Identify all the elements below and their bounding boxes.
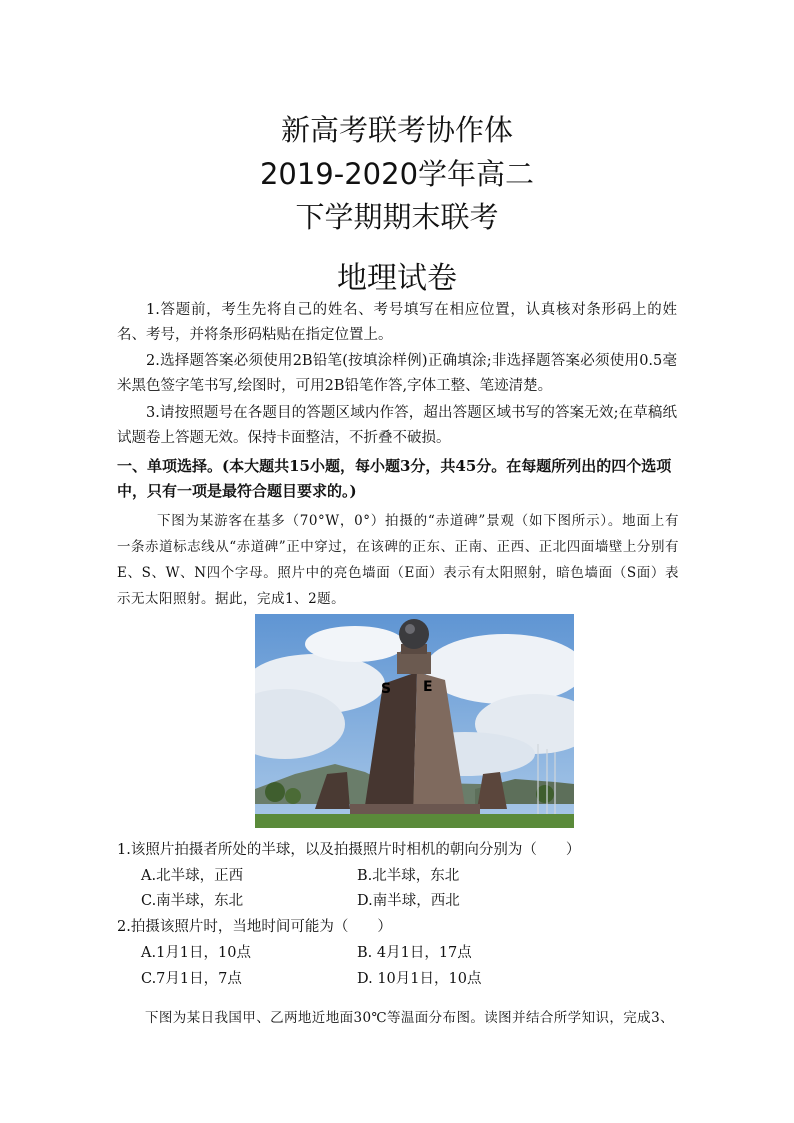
instruction-3: 3.请按照题号在各题目的答题区域内作答，超出答题区域书写的答案无效;在草稿纸试题卷上答题无效。保持卡面整洁，不折叠不破损。 bbox=[117, 405, 677, 446]
question-1-option-c: C.南半球，东北 bbox=[141, 893, 244, 909]
question-1-option-a: A.北半球，正西 bbox=[141, 868, 244, 884]
exam-title-line2: 2019-2020学年高二 bbox=[259, 157, 535, 191]
passage-1: 下图为某游客在基多（70°W，0°）拍摄的“赤道碑”景观（如下图所示）。地面上有一条赤道标志线从“赤道碑”正中穿过，在该碑的正东、正南、正西、正北四面墙壁上分别有E、S、W、N四个字母。照片中的亮色墙面（E面）表示有太阳照射，暗色墙面（S面）表示无太阳照射。据此，完成1、2题。 bbox=[117, 513, 679, 607]
section-heading: 一、单项选择。(本大题共15小题，每小题3分，共45分。在每题所列出的四个选项中，只有一项是最符合题目要求的。) bbox=[117, 457, 672, 500]
question-1-option-d: D.南半球，西北 bbox=[357, 893, 460, 909]
instruction-2: 2.选择题答案必须使用2B铅笔(按填涂样例)正确填涂;非选择题答案必须使用0.5毫米黑色签字笔书写,绘图时，可用2B铅笔作答,字体工整、笔迹清楚。 bbox=[117, 353, 677, 394]
question-1-option-b: B.北半球，东北 bbox=[357, 868, 460, 884]
question-2-option-d: D. 10月1日，10点 bbox=[357, 971, 482, 987]
question-1-stem: 1.该照片拍摄者所处的半球，以及拍摄照片时相机的朝向分别为（ ） bbox=[117, 842, 581, 858]
monument-illustration bbox=[255, 614, 574, 828]
question-2-option-a: A.1月1日，10点 bbox=[141, 945, 251, 961]
instruction-1: 1.答题前，考生先将自己的姓名、考号填写在相应位置，认真核对条形码上的姓名、考号，并将条形码粘贴在指定位置上。 bbox=[117, 302, 677, 343]
question-2-stem: 2.拍摄该照片时，当地时间可能为（ ） bbox=[117, 919, 392, 935]
exam-title-line3: 下学期期末联考 bbox=[295, 200, 499, 234]
label-s: S bbox=[381, 681, 392, 697]
label-e: E bbox=[423, 679, 433, 695]
passage-2: 下图为某日我国甲、乙两地近地面30℃等温面分布图。读图并结合所学知识，完成3、 bbox=[145, 1010, 674, 1026]
exam-title-line1: 新高考联考协作体 bbox=[280, 113, 513, 147]
question-2-option-c: C.7月1日，7点 bbox=[141, 971, 242, 987]
subject-title: 地理试卷 bbox=[337, 261, 457, 296]
equator-monument-photo bbox=[255, 614, 574, 828]
question-2-option-b: B. 4月1日，17点 bbox=[357, 945, 472, 961]
